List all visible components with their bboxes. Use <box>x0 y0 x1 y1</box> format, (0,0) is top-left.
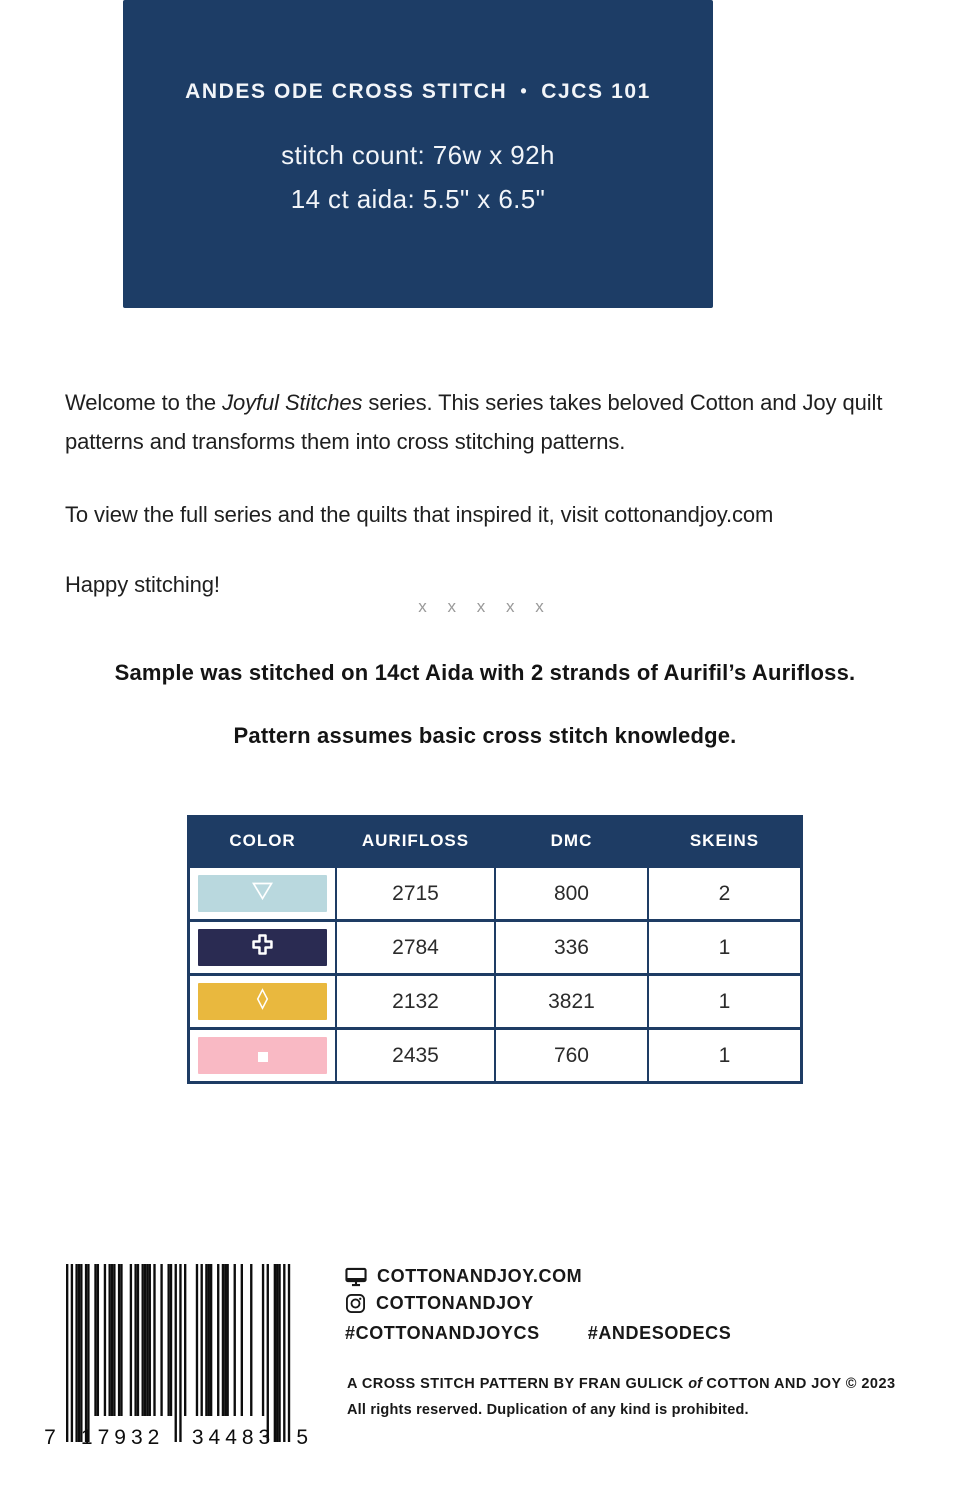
swatch-cell <box>189 975 337 1029</box>
swatch-cell <box>189 921 337 975</box>
hashtag-row <box>345 1320 731 1347</box>
intro-text: Welcome to the <box>65 390 223 415</box>
triangle-down-icon <box>251 881 274 907</box>
aurifloss-cell: 2132 <box>336 975 495 1029</box>
pattern-name: ANDES ODE CROSS STITCH <box>185 80 508 103</box>
aurifloss-cell: 2784 <box>336 921 495 975</box>
dmc-cell: 760 <box>495 1029 648 1083</box>
sample-note: Sample was stitched on 14ct Aida with 2 strands of Aurifil’s Aurifloss. <box>114 660 856 685</box>
credit-line <box>347 1376 957 1392</box>
dmc-cell: 336 <box>495 921 648 975</box>
dmc-cell: 3821 <box>495 975 648 1029</box>
floss-table-header <box>189 816 802 867</box>
intro-paragraph-2: To view the full series and the quilts that inspired it, visit cottonandjoy.com <box>65 502 774 527</box>
floss-row-4 <box>189 1029 802 1083</box>
skeins-cell: 1 <box>648 921 802 975</box>
column-skeins: SKEINS <box>648 816 802 867</box>
floss-row-2 <box>189 921 802 975</box>
contact-block <box>345 1263 731 1347</box>
credit-text: A CROSS STITCH PATTERN BY FRAN GULICK <box>347 1376 689 1392</box>
stitch-divider: x x x x x <box>418 597 552 616</box>
color-swatch <box>198 875 327 912</box>
color-swatch <box>198 1037 327 1074</box>
floss-table-body <box>189 867 802 1083</box>
knowledge-note: Pattern assumes basic cross stitch knowledge. <box>233 723 737 748</box>
barcode-digit-last: 5 <box>296 1426 309 1449</box>
column-color: COLOR <box>189 816 337 867</box>
floss-table <box>187 815 803 1084</box>
pattern-title <box>123 80 713 104</box>
hashtag-pattern-name: #ANDESODECS <box>587 1323 732 1343</box>
square-icon <box>258 1044 268 1068</box>
barcode-digits-left: 17932 <box>80 1426 165 1449</box>
color-swatch <box>198 983 327 1020</box>
barcode-digit-first: 7 <box>44 1426 56 1449</box>
barcode-digits-right: 34483 <box>191 1426 276 1449</box>
color-swatch <box>198 929 327 966</box>
upc-barcode <box>38 1264 316 1455</box>
website-text: COTTONANDJOY.COM <box>377 1266 583 1286</box>
floss-row-1 <box>189 867 802 921</box>
swatch-cell <box>189 867 337 921</box>
skeins-cell: 1 <box>648 975 802 1029</box>
instagram-icon <box>345 1293 366 1314</box>
column-aurifloss: AURIFLOSS <box>336 816 495 867</box>
rights-line: All rights reserved. Duplication of any kind is prohibited. <box>347 1402 749 1418</box>
table-header-row <box>189 816 802 867</box>
hashtag-pattern-series: #COTTONANDJOYCS <box>345 1323 540 1343</box>
open-cross-icon <box>250 932 275 963</box>
credit-of: of <box>688 1376 702 1392</box>
title-separator-dot: • <box>520 81 529 101</box>
credit-text-cont: COTTON AND JOY © 2023 <box>701 1376 896 1392</box>
aurifloss-cell: 2435 <box>336 1029 495 1083</box>
intro-paragraph-3: Happy stitching! <box>65 572 220 597</box>
aurifloss-cell: 2715 <box>336 867 495 921</box>
intro-paragraph-1 <box>65 383 933 461</box>
column-dmc: DMC <box>495 816 648 867</box>
swatch-cell <box>189 1029 337 1083</box>
stitch-count: stitch count: 76w x 92h <box>281 140 555 170</box>
website-row <box>345 1263 731 1290</box>
instagram-handle: COTTONANDJOY <box>376 1293 534 1313</box>
skeins-cell: 1 <box>648 1029 802 1083</box>
aida-size: 14 ct aida: 5.5" x 6.5" <box>290 184 546 214</box>
header-panel <box>123 0 713 308</box>
intro-text-cont: series. This series takes beloved Cotton and Joy quilt patterns and transforms them into cross stitching patterns. <box>65 390 883 454</box>
floss-row-3 <box>189 975 802 1029</box>
diamond-icon <box>256 988 269 1016</box>
barcode-graphic <box>38 1264 316 1450</box>
pattern-code: CJCS 101 <box>541 80 651 103</box>
monitor-icon <box>345 1266 367 1288</box>
series-name: Joyful Stitches <box>222 390 363 415</box>
skeins-cell: 2 <box>648 867 802 921</box>
instagram-row <box>345 1290 731 1317</box>
dmc-cell: 800 <box>495 867 648 921</box>
